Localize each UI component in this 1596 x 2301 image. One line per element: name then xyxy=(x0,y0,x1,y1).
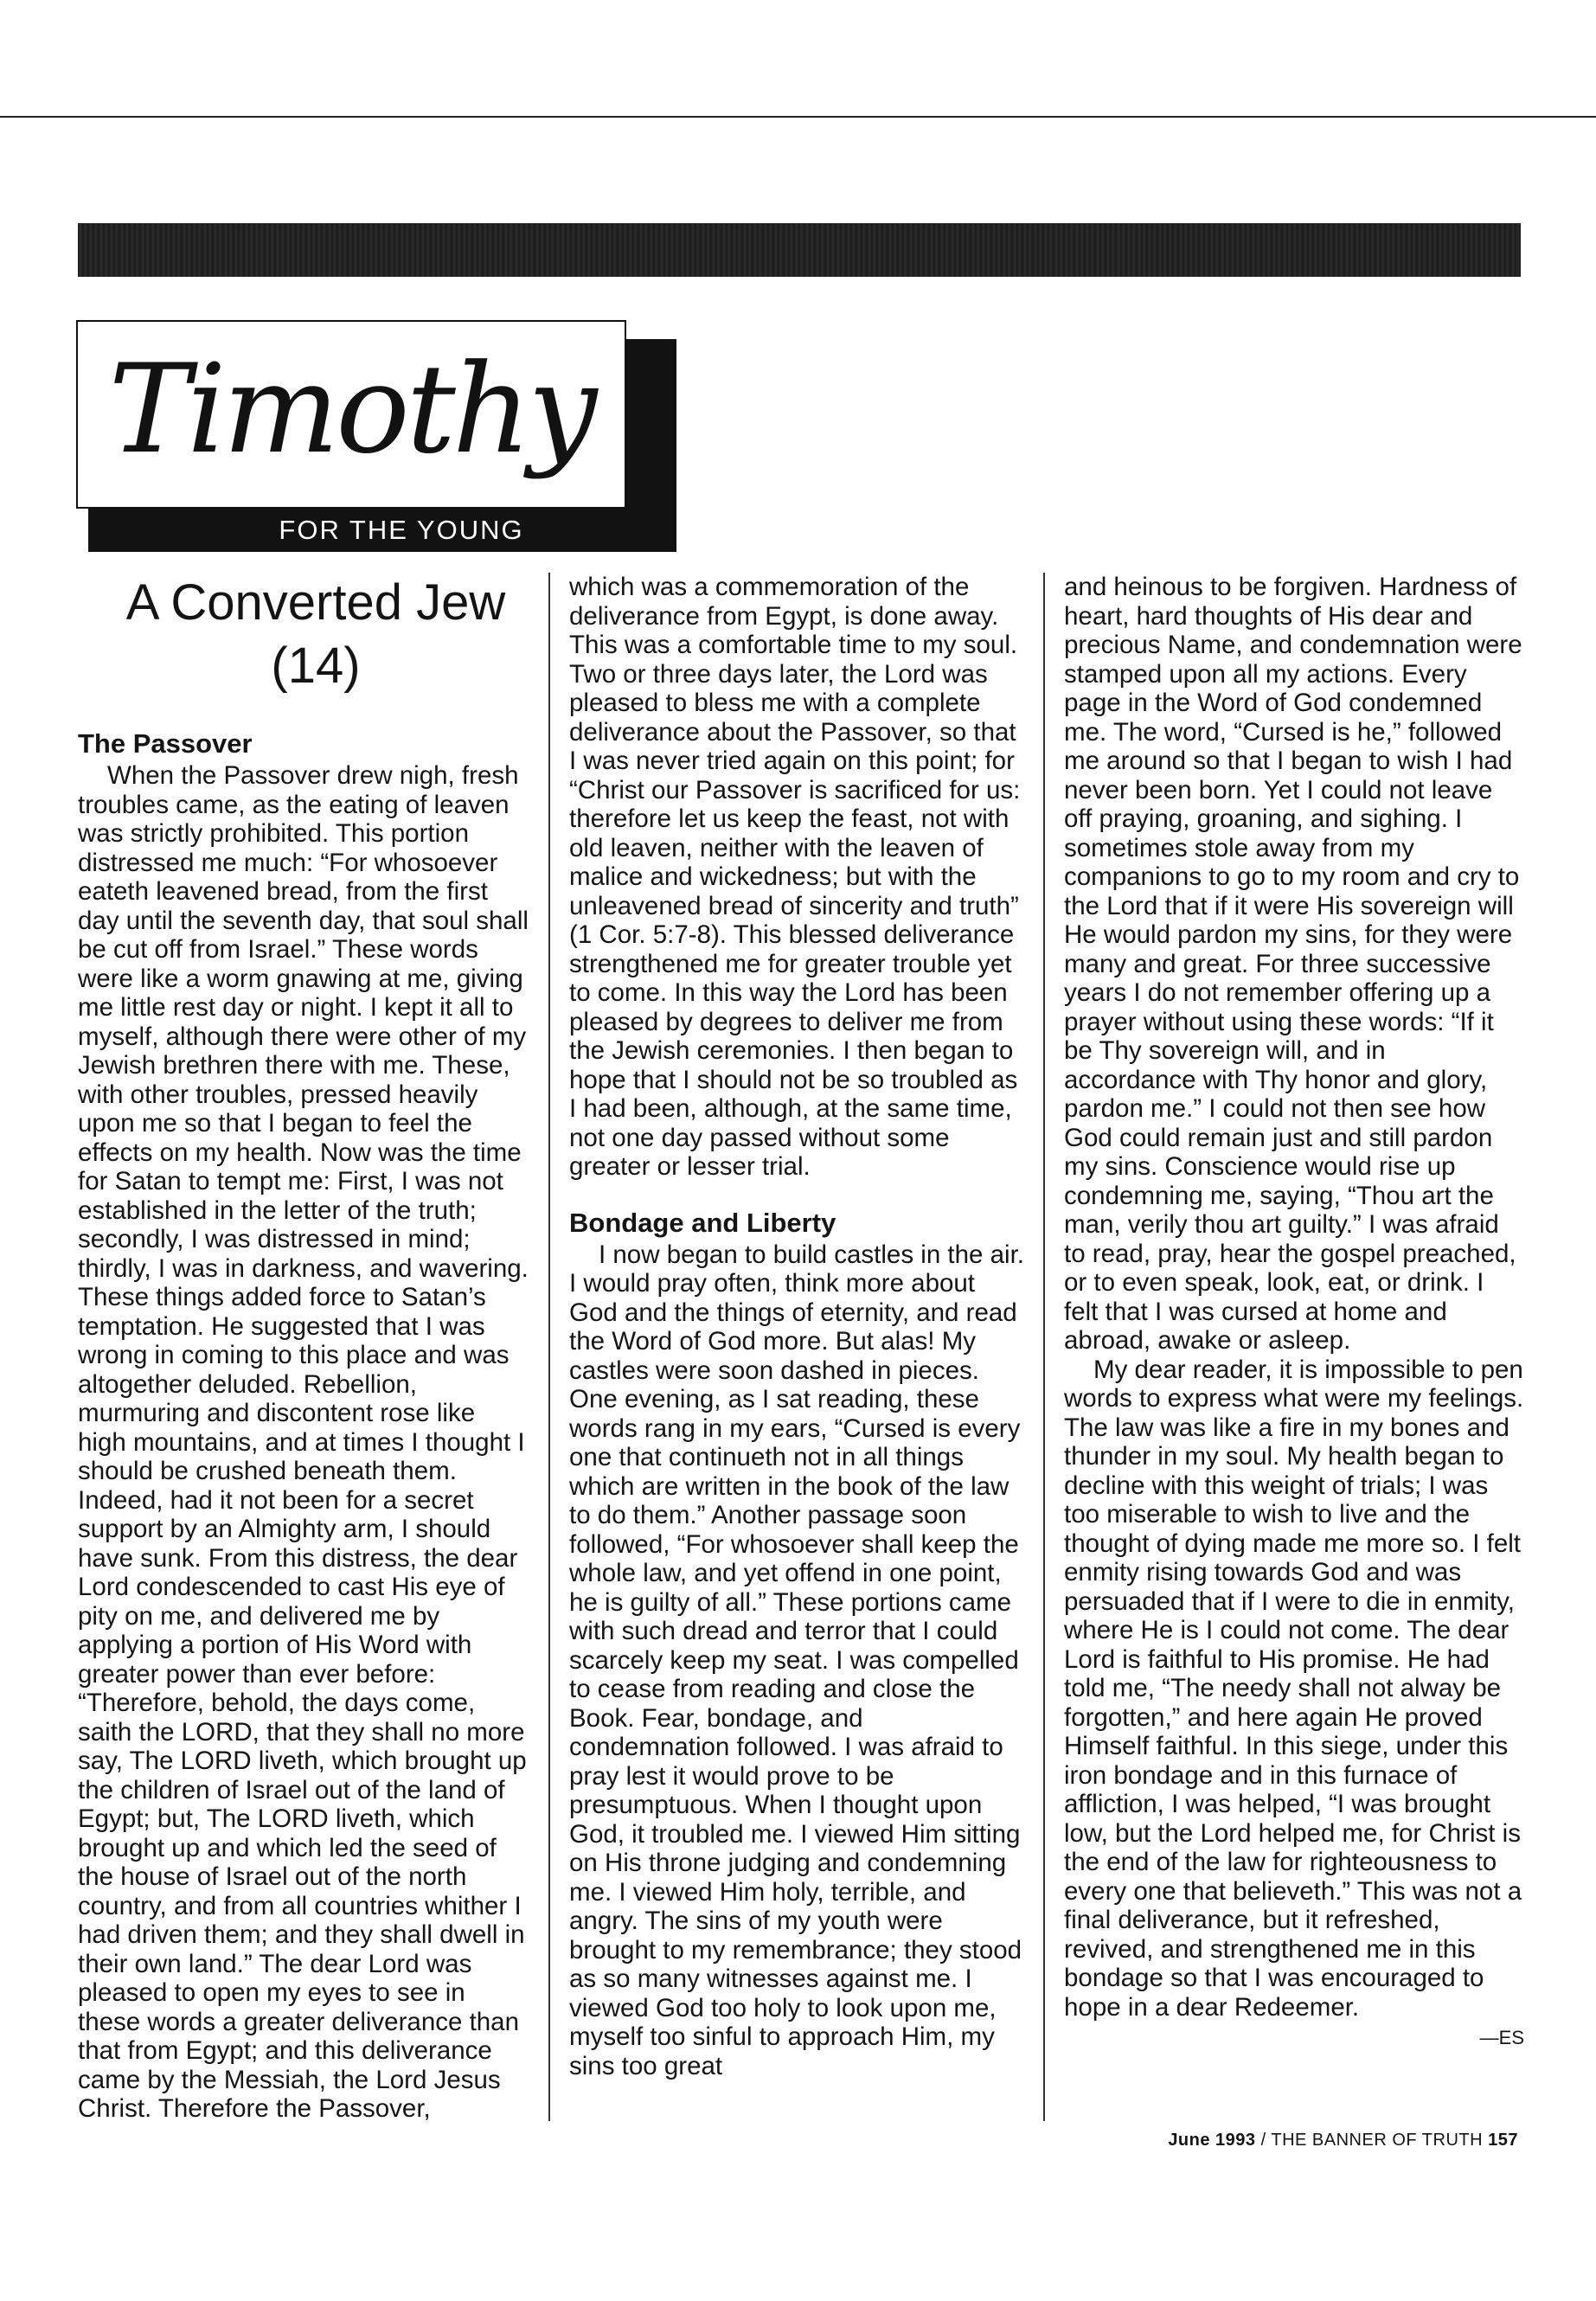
paragraph: I now began to build castles in the air. I would pray often, think more about God and the things of eternity, and read the Word of God more. But alas! My castles were soon dashed in pieces. One evening, as I sat reading, these words rang in my ears, “Cursed is every one that continueth not in all things which are written in the book of the law to do them.” Another passage soon followed, “For whosoever shall keep the whole law, and yet offend in one point, he is guilty of all.” These portions came with such dread and terror that I could scarcely keep my seat. I was compelled to cease from reading and close the Book. Fear, bondage, and condemnation followed. I was afraid to pray lest it would prove to be presumptuous. When I thought upon God, it troubled me. I viewed Him sitting on His throne judging and condemning me. I viewed Him holy, terrible, and angry. The sins of my youth were brought to my remembrance; they stood as so many witnesses against me. I viewed God too holy to look upon me, myself too sinful to approach Him, my sins too great xyxy=(569,1240,1024,2080)
paragraph: When the Passover drew nigh, fresh troubles came, as the eating of leaven was strictly prohibited. This portion distressed me much: “For whosoever eateth leavened bread, from the first day until the seventh day, that soul shall be cut off from Israel.” These words were like a worm gnawing at me, giving me little rest day or night. I kept it all to myself, although there were other of my Jewish brethren there with me. These, with other troubles, pressed heavily upon me so that I began to feel the effects on my health. Now was the time for Satan to tempt me: First, I was not established in the letter of the truth; secondly, I was distressed in mind; thirdly, I was in darkness, and wavering. These things added force to Satan’s temptation. He suggested that I was wrong in coming to this place and was altogether deluded. Rebellion, murmuring and discontent rose like high mountains, and at times I thought I should be crushed beneath them. Indeed, had it not been for a secret support by an Almighty arm, I should have sunk. From this distress, the dear Lord condescended to cast His eye of pity on me, and delivered me by applying a portion of His Word with greater power than ever before: “Therefore, behold, the days come, saith the LORD, that they shall no more say, The LORD liveth, which brought up the children of Israel out of the land of Egypt; but, The LORD liveth, which brought up and which led the seed of the house of Israel out of the north country, and from all countries whither I had driven them; and they shall dwell in their own land.” The dear Lord was pleased to open my eyes to see in these words a greater deliverance than that from Egypt; and this deliverance came by the Messiah, the Lord Jesus Christ. Therefore the Passover, xyxy=(78,761,529,2123)
top-rule xyxy=(0,116,1596,118)
page-number: 157 xyxy=(1488,2131,1518,2150)
paragraph: My dear reader, it is impossible to pen words to express what were my feelings. The law was like a fire in my bones and thunder in my soul. My health began to decline with this weight of trials; I was too miserable to wish to live and the thought of dying made me more so. I felt enmity rising towards God and was persuaded that if I were to die in enmity, where He is I could not come. The dear Lord is faithful to His promise. He had told me, “The needy shall not alway be forgotten,” and here again He proved Himself faithful. In this siege, under this iron bondage and in this furnace of affliction, I was helped, “I was brought low, but the Lord helped me, for Christ is the end of the law for righteousness to every one that believeth.” This was not a final deliverance, but it refreshed, revived, and strengthened me in this bondage so that I was encouraged to hope in a dear Redeemer. xyxy=(1064,1355,1524,2022)
masthead-title: Timothy xyxy=(108,338,594,481)
paragraph: and heinous to be forgiven. Hardness of heart, hard thoughts of His dear and precious Name, and condemnation were stamped upon all my actions. Every page in the Word of God condemned me. The word, “Cursed is he,” followed me around so that I began to wish I had never been born. Yet I could not leave off praying, groaning, and sighing. I sometimes stole away from my companions to go to my room and cry to the Lord that if it were His sovereign will He would pardon my sins, for they were many and great. For three successive years I do not remember offering up a prayer without using these words: “If it be Thy sovereign will, and in accordance with Thy honor and glory, pardon me.” I could not then see how God could remain just and still pardon my sins. Conscience would rise up condemning me, saying, “Thou art the man, verily thou art guilty.” I was afraid to read, pray, hear the gospel preached, or to even speak, look, eat, or drink. I felt that I was cursed at home and abroad, awake or asleep. xyxy=(1064,573,1522,1355)
column-1 xyxy=(78,728,529,2124)
column-divider xyxy=(548,573,550,2121)
column-2 xyxy=(569,573,1026,2080)
article-title: A Converted Jew (14) xyxy=(125,574,506,694)
footer-date: June 1993 xyxy=(1168,2131,1256,2150)
section-heading-passover: The Passover xyxy=(78,728,253,759)
column-3 xyxy=(1064,573,1524,2053)
decorative-banner-bar xyxy=(78,223,1521,277)
section-heading-bondage-liberty: Bondage and Liberty xyxy=(569,1207,836,1238)
masthead-box xyxy=(76,320,626,509)
column-divider xyxy=(1043,573,1045,2121)
footer-publication: / THE BANNER OF TRUTH xyxy=(1260,2131,1484,2150)
masthead-tagline: FOR THE YOUNG xyxy=(279,515,524,545)
paragraph: which was a commemoration of the deliverance from Egypt, is done away. This was a comfortable time to my soul. Two or three days later, the Lord was pleased to bless me with a complete deliverance about the Passover, so that I was never tried again on this point; for “Christ our Passover is sacrificed for us: therefore let us keep the feast, not with old leaven, neither with the leaven of malice and wickedness; but with the unleavened bread of sincerity and truth” (1 Cor. 5:7-8). This blessed deliverance strengthened me for greater trouble yet to come. In this way the Lord has been pleased by degrees to deliver me from the Jewish ceremonies. I then began to hope that I should not be so troubled as I had been, although, at the same time, not one day passed without some greater or lesser trial. xyxy=(569,573,1021,1181)
author-signature: —ES xyxy=(1479,2027,1524,2048)
page-footer xyxy=(1168,2131,1518,2150)
